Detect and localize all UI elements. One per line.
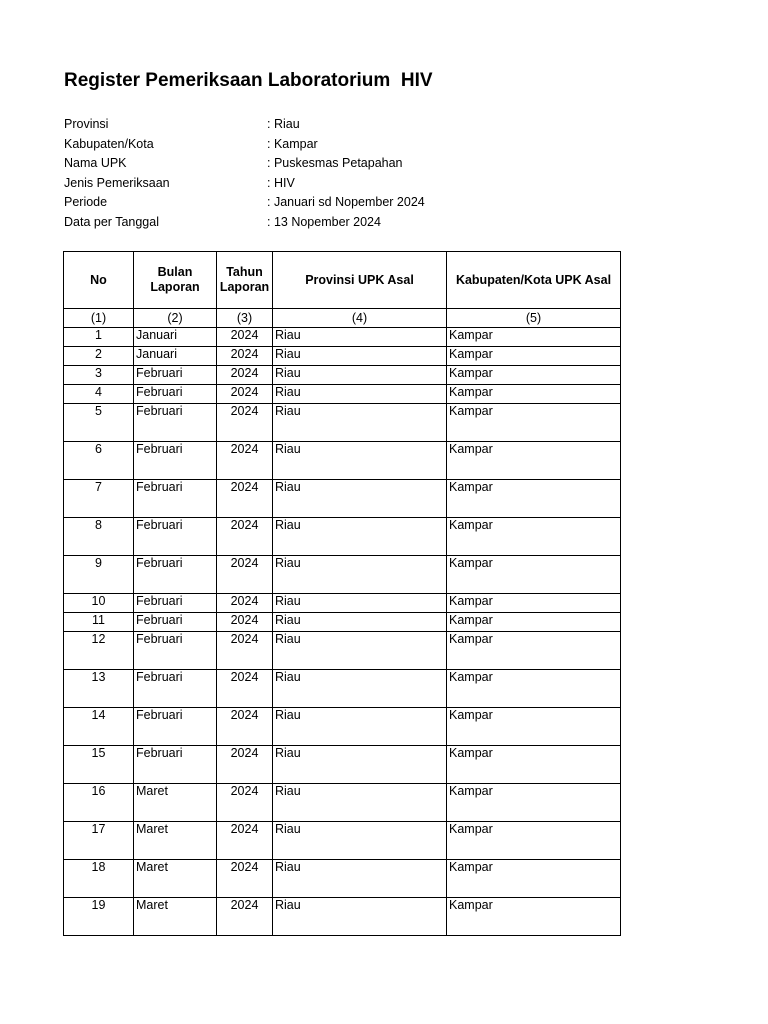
cell-no: 15 xyxy=(64,746,134,784)
cell-bulan: Januari xyxy=(134,328,217,347)
table-row xyxy=(64,898,621,936)
header-tahun: Tahun Laporan xyxy=(217,252,273,309)
cell-bulan: Maret xyxy=(134,898,217,936)
cell-no: 16 xyxy=(64,784,134,822)
cell-bulan: Februari xyxy=(134,670,217,708)
meta-value: : Januari sd Nopember 2024 xyxy=(267,195,425,209)
table-row xyxy=(64,784,621,822)
cell-tahun: 2024 xyxy=(217,385,273,404)
meta-key: Data per Tanggal xyxy=(64,214,159,229)
cell-tahun: 2024 xyxy=(217,347,273,366)
cell-bulan: Februari xyxy=(134,594,217,613)
table-row xyxy=(64,708,621,746)
column-number: (1) xyxy=(64,309,134,328)
table-row xyxy=(64,385,621,404)
cell-tahun: 2024 xyxy=(217,708,273,746)
cell-bulan: Januari xyxy=(134,347,217,366)
cell-kabupaten: Kampar xyxy=(447,328,621,347)
table-row xyxy=(64,613,621,632)
cell-no: 17 xyxy=(64,822,134,860)
cell-tahun: 2024 xyxy=(217,822,273,860)
cell-provinsi: Riau xyxy=(273,822,447,860)
cell-provinsi: Riau xyxy=(273,784,447,822)
cell-no: 10 xyxy=(64,594,134,613)
cell-tahun: 2024 xyxy=(217,613,273,632)
cell-no: 18 xyxy=(64,860,134,898)
column-number: (2) xyxy=(134,309,217,328)
cell-kabupaten: Kampar xyxy=(447,556,621,594)
cell-kabupaten: Kampar xyxy=(447,518,621,556)
cell-provinsi: Riau xyxy=(273,746,447,784)
cell-tahun: 2024 xyxy=(217,746,273,784)
cell-bulan: Maret xyxy=(134,860,217,898)
header-row xyxy=(64,252,621,309)
header-provinsi: Provinsi UPK Asal xyxy=(273,252,447,309)
cell-bulan: Februari xyxy=(134,442,217,480)
cell-provinsi: Riau xyxy=(273,480,447,518)
table-row xyxy=(64,632,621,670)
cell-bulan: Februari xyxy=(134,746,217,784)
cell-tahun: 2024 xyxy=(217,442,273,480)
cell-bulan: Februari xyxy=(134,613,217,632)
cell-provinsi: Riau xyxy=(273,632,447,670)
cell-kabupaten: Kampar xyxy=(447,347,621,366)
cell-kabupaten: Kampar xyxy=(447,366,621,385)
meta-key: Nama UPK xyxy=(64,156,127,170)
cell-kabupaten: Kampar xyxy=(447,404,621,442)
page-title: Register Pemeriksaan Laboratorium HIV xyxy=(64,70,433,91)
cell-tahun: 2024 xyxy=(217,328,273,347)
cell-tahun: 2024 xyxy=(217,670,273,708)
cell-no: 11 xyxy=(64,613,134,632)
cell-provinsi: Riau xyxy=(273,670,447,708)
table-row xyxy=(64,480,621,518)
cell-no: 9 xyxy=(64,556,134,594)
table-row xyxy=(64,670,621,708)
cell-kabupaten: Kampar xyxy=(447,784,621,822)
cell-no: 8 xyxy=(64,518,134,556)
cell-bulan: Februari xyxy=(134,708,217,746)
cell-kabupaten: Kampar xyxy=(447,860,621,898)
table-row xyxy=(64,366,621,385)
cell-no: 12 xyxy=(64,632,134,670)
cell-tahun: 2024 xyxy=(217,480,273,518)
cell-provinsi: Riau xyxy=(273,860,447,898)
table-row xyxy=(64,860,621,898)
cell-no: 1 xyxy=(64,328,134,347)
meta-key: Provinsi xyxy=(64,117,109,131)
column-number: (5) xyxy=(447,309,621,328)
cell-bulan: Februari xyxy=(134,404,217,442)
cell-tahun: 2024 xyxy=(217,632,273,670)
table-row xyxy=(64,556,621,594)
table-row xyxy=(64,404,621,442)
cell-bulan: Februari xyxy=(134,556,217,594)
cell-bulan: Februari xyxy=(134,366,217,385)
cell-provinsi: Riau xyxy=(273,328,447,347)
cell-no: 4 xyxy=(64,385,134,404)
cell-kabupaten: Kampar xyxy=(447,385,621,404)
meta-value: : Puskesmas Petapahan xyxy=(267,156,403,170)
cell-no: 2 xyxy=(64,347,134,366)
cell-kabupaten: Kampar xyxy=(447,613,621,632)
cell-bulan: Maret xyxy=(134,784,217,822)
cell-no: 14 xyxy=(64,708,134,746)
cell-kabupaten: Kampar xyxy=(447,632,621,670)
cell-kabupaten: Kampar xyxy=(447,898,621,936)
cell-kabupaten: Kampar xyxy=(447,442,621,480)
table-row xyxy=(64,347,621,366)
cell-provinsi: Riau xyxy=(273,708,447,746)
cell-tahun: 2024 xyxy=(217,404,273,442)
cell-bulan: Februari xyxy=(134,385,217,404)
table-row xyxy=(64,746,621,784)
cell-tahun: 2024 xyxy=(217,898,273,936)
cell-no: 13 xyxy=(64,670,134,708)
header-bulan: Bulan Laporan xyxy=(134,252,217,309)
cell-provinsi: Riau xyxy=(273,613,447,632)
register-table xyxy=(63,251,621,936)
cell-provinsi: Riau xyxy=(273,385,447,404)
cell-no: 6 xyxy=(64,442,134,480)
cell-kabupaten: Kampar xyxy=(447,746,621,784)
cell-kabupaten: Kampar xyxy=(447,708,621,746)
table-row xyxy=(64,442,621,480)
cell-provinsi: Riau xyxy=(273,556,447,594)
cell-provinsi: Riau xyxy=(273,347,447,366)
table-row xyxy=(64,518,621,556)
column-number: (3) xyxy=(217,309,273,328)
meta-key: Kabupaten/Kota xyxy=(64,136,154,151)
meta-value: : HIV xyxy=(267,175,295,190)
cell-no: 3 xyxy=(64,366,134,385)
cell-provinsi: Riau xyxy=(273,404,447,442)
table-row xyxy=(64,594,621,613)
cell-tahun: 2024 xyxy=(217,594,273,613)
cell-kabupaten: Kampar xyxy=(447,480,621,518)
table-row xyxy=(64,822,621,860)
meta-key: Jenis Pemeriksaan xyxy=(64,175,170,190)
cell-tahun: 2024 xyxy=(217,556,273,594)
meta-value: : Kampar xyxy=(267,136,318,151)
cell-no: 5 xyxy=(64,404,134,442)
cell-provinsi: Riau xyxy=(273,442,447,480)
cell-kabupaten: Kampar xyxy=(447,594,621,613)
cell-provinsi: Riau xyxy=(273,518,447,556)
cell-no: 7 xyxy=(64,480,134,518)
cell-tahun: 2024 xyxy=(217,860,273,898)
cell-provinsi: Riau xyxy=(273,366,447,385)
header-no: No xyxy=(64,252,134,309)
table-row xyxy=(64,328,621,347)
cell-bulan: Februari xyxy=(134,480,217,518)
cell-tahun: 2024 xyxy=(217,366,273,385)
meta-value: : 13 Nopember 2024 xyxy=(267,214,381,229)
meta-key: Periode xyxy=(64,195,108,209)
meta-value: : Riau xyxy=(267,117,300,131)
column-number: (4) xyxy=(273,309,447,328)
cell-provinsi: Riau xyxy=(273,594,447,613)
cell-bulan: Februari xyxy=(134,632,217,670)
column-number-row xyxy=(64,309,621,328)
cell-kabupaten: Kampar xyxy=(447,670,621,708)
cell-bulan: Maret xyxy=(134,822,217,860)
cell-tahun: 2024 xyxy=(217,518,273,556)
cell-tahun: 2024 xyxy=(217,784,273,822)
cell-provinsi: Riau xyxy=(273,898,447,936)
table-body xyxy=(64,328,621,936)
cell-bulan: Februari xyxy=(134,518,217,556)
cell-no: 19 xyxy=(64,898,134,936)
cell-kabupaten: Kampar xyxy=(447,822,621,860)
header-kabupaten: Kabupaten/Kota UPK Asal xyxy=(447,252,621,309)
